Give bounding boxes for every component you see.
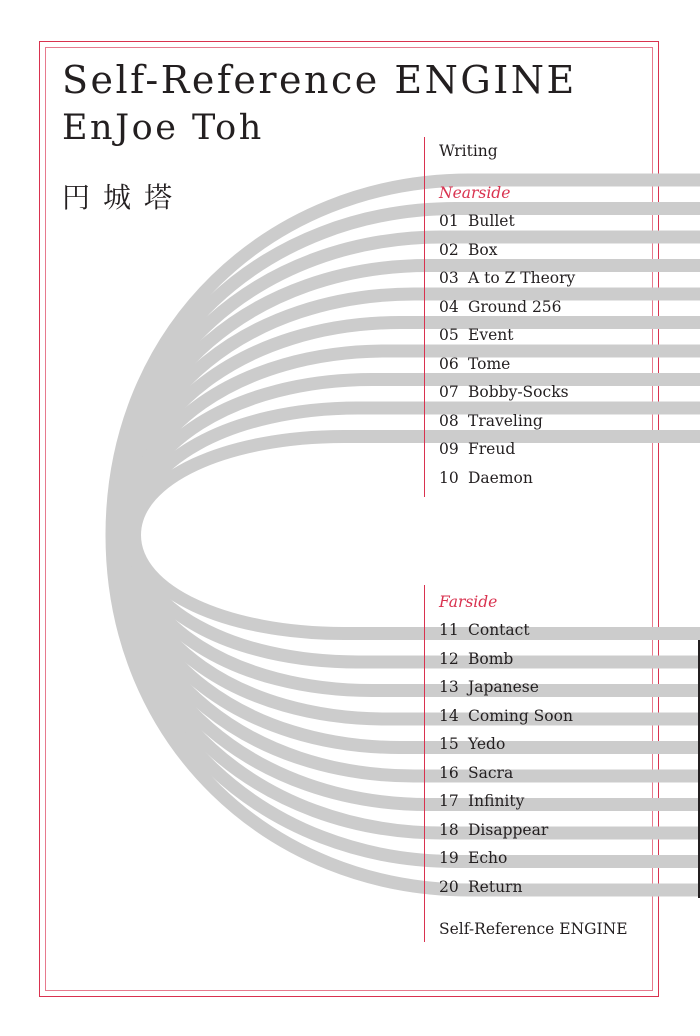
chapter-item [439, 763, 573, 792]
chapter-item [439, 382, 575, 411]
nearside-rule [424, 137, 425, 497]
chapter-item [439, 877, 573, 906]
chapter-number: 03 [439, 269, 459, 288]
chapter-number: 04 [439, 297, 459, 316]
chapter-number: 12 [439, 649, 459, 668]
farside-chapter-list [439, 620, 573, 905]
chapter-title: Sacra [468, 763, 514, 782]
contents-heading: Writing [439, 142, 498, 160]
arc-band [132, 408, 700, 662]
arc-band [112, 180, 700, 890]
chapter-number: 06 [439, 354, 459, 373]
chapter-number: 11 [439, 621, 459, 639]
chapter-item [439, 325, 575, 354]
chapter-title: Freud [468, 440, 516, 459]
chapter-number: 08 [439, 411, 459, 430]
chapter-number: 05 [439, 326, 459, 345]
chapter-title: Bomb [468, 649, 514, 668]
chapter-title: Echo [468, 849, 508, 868]
chapter-item [439, 439, 575, 468]
chapter-number: 20 [439, 877, 459, 896]
chapter-title: Box [468, 240, 498, 259]
chapter-title: Japanese [468, 678, 539, 697]
chapter-title: Bobby-Socks [468, 383, 569, 402]
chapter-title: Infinity [468, 792, 525, 811]
nearside-chapter-list [439, 211, 575, 496]
author-name-japanese: 円城塔 [62, 181, 186, 214]
chapter-title: Coming Soon [468, 706, 573, 725]
chapter-item [439, 706, 573, 735]
chapter-item [439, 468, 575, 497]
chapter-title: Ground 256 [468, 297, 562, 316]
arc-band [122, 294, 700, 776]
arc-band [135, 437, 700, 634]
chapter-item [439, 411, 575, 440]
chapter-title: Event [468, 326, 514, 345]
author-name: EnJoe Toh [62, 108, 264, 148]
chapter-number: 16 [439, 763, 459, 782]
chapter-item [439, 677, 573, 706]
chapter-number: 10 [439, 468, 459, 487]
chapter-item [439, 848, 573, 877]
farside-rule [424, 585, 425, 942]
farside-label: Farside [439, 593, 498, 611]
chapter-number: 17 [439, 792, 459, 811]
chapter-number: 18 [439, 820, 459, 839]
chapter-title: A to Z Theory [468, 269, 576, 288]
chapter-title: Contact [468, 621, 530, 639]
chapter-number: 09 [439, 440, 459, 459]
contents-footer: Self-Reference ENGINE [439, 920, 628, 938]
chapter-number: 19 [439, 849, 459, 868]
chapter-item [439, 820, 573, 849]
chapter-item [439, 734, 573, 763]
chapter-title: Disappear [468, 820, 549, 839]
chapter-number: 02 [439, 240, 459, 259]
chapter-title: Bullet [468, 212, 515, 230]
chapter-number: 15 [439, 735, 459, 754]
nearside-label: Nearside [439, 184, 511, 202]
chapter-title: Daemon [468, 468, 533, 487]
arc-band [115, 209, 700, 862]
chapter-title: Return [468, 877, 523, 896]
chapter-item [439, 649, 573, 678]
chapter-item [439, 240, 575, 269]
chapter-number: 01 [439, 212, 459, 230]
chapter-number: 13 [439, 678, 459, 697]
chapter-item [439, 211, 575, 240]
chapter-number: 07 [439, 383, 459, 402]
chapter-item [439, 620, 573, 649]
chapter-item [439, 354, 575, 383]
chapter-item [439, 791, 573, 820]
chapter-title: Yedo [468, 735, 506, 754]
chapter-title: Traveling [468, 411, 543, 430]
chapter-number: 14 [439, 706, 459, 725]
arc-band [130, 380, 700, 691]
arc-band [125, 323, 700, 748]
chapter-title: Tome [468, 354, 511, 373]
chapter-item [439, 297, 575, 326]
book-title: Self-Reference ENGINE [62, 58, 577, 102]
chapter-item [439, 268, 575, 297]
